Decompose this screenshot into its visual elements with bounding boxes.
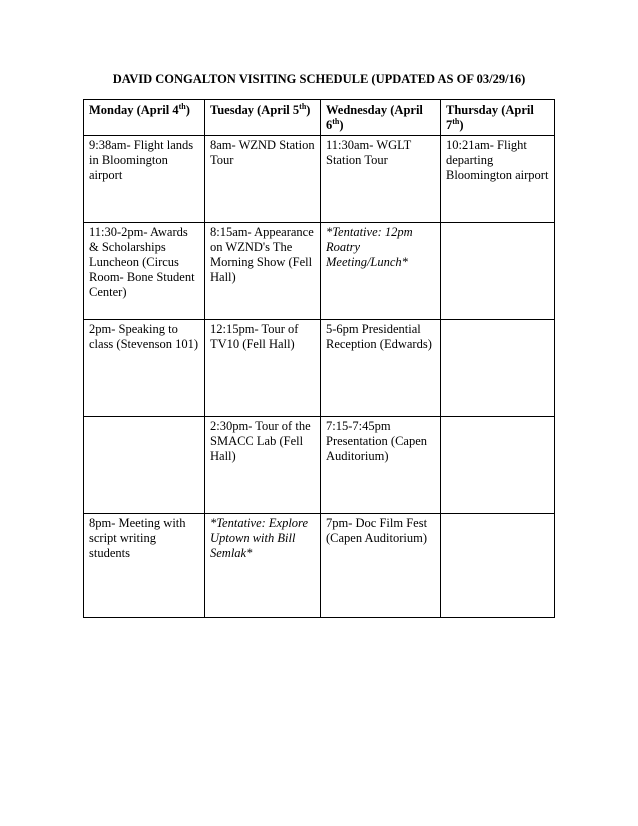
header-wednesday: Wednesday (April 6th) <box>321 100 441 136</box>
table-row <box>84 320 555 417</box>
schedule-cell: 11:30-2pm- Awards & Scholarships Luncheon (Circus Room- Bone Student Center) <box>84 223 205 320</box>
schedule-cell: 5-6pm Presidential Reception (Edwards) <box>321 320 441 417</box>
schedule-cell: 8am- WZND Station Tour <box>205 136 321 223</box>
schedule-cell: 11:30am- WGLT Station Tour <box>321 136 441 223</box>
schedule-cell-tentative: *Tentative: 12pm Roatry Meeting/Lunch* <box>321 223 441 320</box>
schedule-cell <box>441 223 555 320</box>
schedule-cell <box>84 417 205 514</box>
schedule-cell: 8:15am- Appearance on WZND's The Morning Show (Fell Hall) <box>205 223 321 320</box>
schedule-cell <box>441 320 555 417</box>
schedule-cell: 9:38am- Flight lands in Bloomington airport <box>84 136 205 223</box>
schedule-cell: 2:30pm- Tour of the SMACC Lab (Fell Hall) <box>205 417 321 514</box>
schedule-cell: 12:15pm- Tour of TV10 (Fell Hall) <box>205 320 321 417</box>
schedule-cell: 10:21am- Flight departing Bloomington airport <box>441 136 555 223</box>
header-tuesday: Tuesday (April 5th) <box>205 100 321 136</box>
table-row <box>84 223 555 320</box>
schedule-table <box>83 99 555 618</box>
schedule-cell: 7:15-7:45pm Presentation (Capen Auditorium) <box>321 417 441 514</box>
schedule-cell: 2pm- Speaking to class (Stevenson 101) <box>84 320 205 417</box>
table-row <box>84 514 555 618</box>
header-row <box>84 100 555 136</box>
schedule-cell-tentative: *Tentative: Explore Uptown with Bill Semlak* <box>205 514 321 618</box>
table-row <box>84 417 555 514</box>
schedule-cell <box>441 417 555 514</box>
header-thursday: Thursday (April 7th) <box>441 100 555 136</box>
page-title: DAVID CONGALTON VISITING SCHEDULE (UPDATED AS OF 03/29/16) <box>112 72 526 86</box>
schedule-cell: 8pm- Meeting with script writing students <box>84 514 205 618</box>
schedule-cell: 7pm- Doc Film Fest (Capen Auditorium) <box>321 514 441 618</box>
table-row <box>84 136 555 223</box>
schedule-cell <box>441 514 555 618</box>
header-monday: Monday (April 4th) <box>84 100 205 136</box>
